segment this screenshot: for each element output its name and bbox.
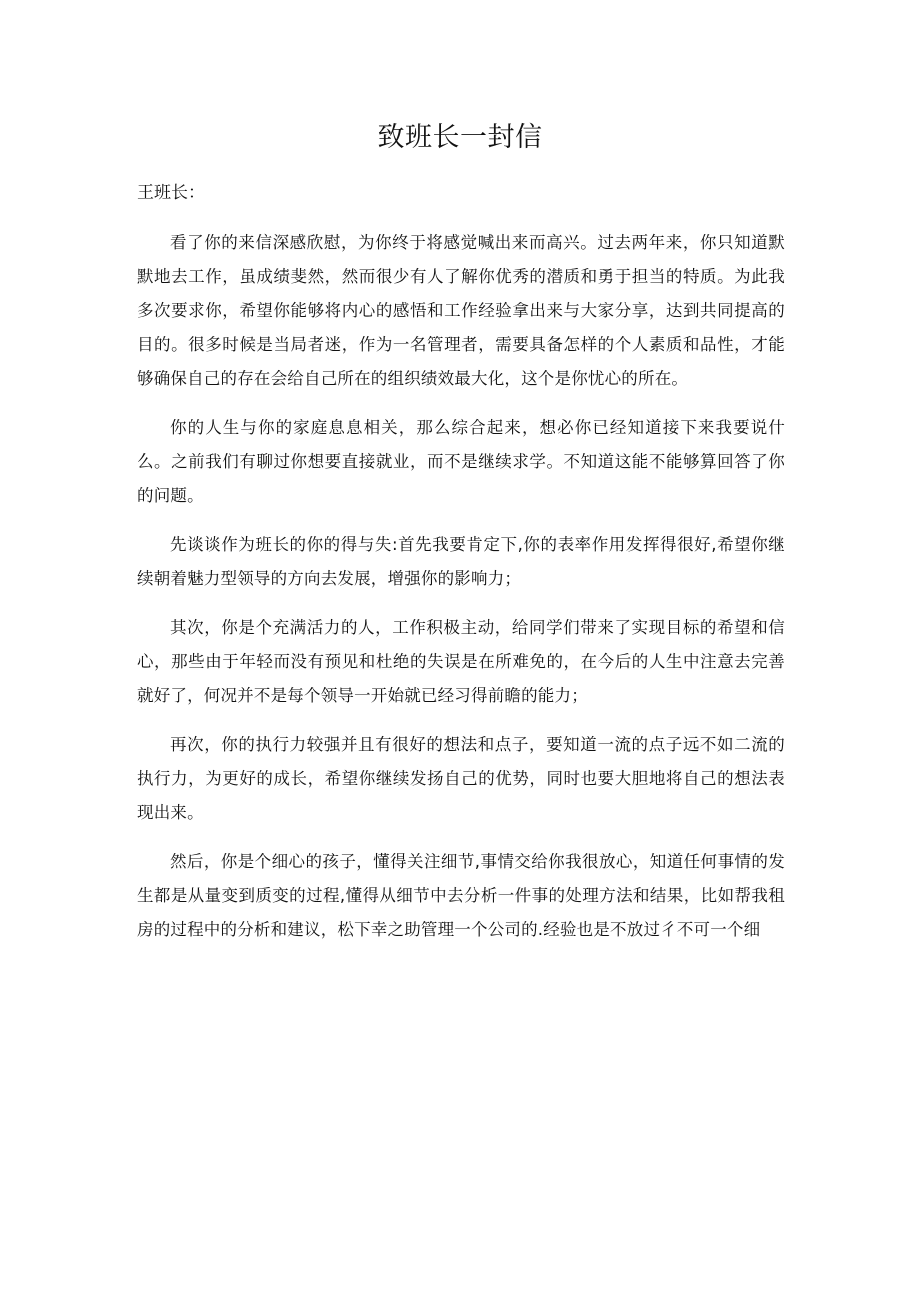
paragraph: 先谈谈作为班长的你的得与失:首先我要肯定下,你的表率作用发挥得很好,希望你继续朝着魅力型领导的方向去发展，增强你的影响力； [137,535,785,588]
paragraph: 其次，你是个充满活力的人，工作积极主动，给同学们带来了实现目标的希望和信心，那些由于年轻而没有预见和杜绝的失误是在所难免的，在今后的人生中注意去完善就好了，何况并不是每个领导一开始就已经习得前瞻的能力； [137,618,785,705]
paragraph: 再次，你的执行力较强并且有很好的想法和点子，要知道一流的点子远不如二流的执行力，为更好的成长，希望你继续发扬自己的优势，同时也要大胆地将自己的想法表现出来。 [137,735,785,822]
letter-title: 致班长一封信 [377,122,543,153]
paragraph: 然后，你是个细心的孩子，懂得关注细节,事情交给你我很放心，知道任何事情的发生都是从量变到质变的过程,懂得从细节中去分析一件事的处理方法和结果，比如帮我租房的过程中的分析和建议，松下幸之助管理一个公司的.经验也是不放过彳不可一个细 [137,852,785,939]
salutation: 王班长： [137,183,205,203]
paragraph: 看了你的来信深感欣慰，为你终于将感觉喊出来而高兴。过去两年来，你只知道默默地去工作，虽成绩斐然，然而很少有人了解你优秀的潜质和勇于担当的特质。为此我多次要求你，希望你能够将内心的感悟和工作经验拿出来与大家分享，达到共同提高的目的。很多时候是当局者迷，作为一名管理者，需要具备怎样的个人素质和品性，才能够确保自己的存在会给自己所在的组织绩效最大化，这个是你忧心的所在。 [137,233,785,388]
paragraph: 你的人生与你的家庭息息相关，那么综合起来，想必你已经知道接下来我要说什么。之前我们有聊过你想要直接就业，而不是继续求学。不知道这能不能够算回答了你的问题。 [137,418,785,505]
letter-body [137,226,785,962]
